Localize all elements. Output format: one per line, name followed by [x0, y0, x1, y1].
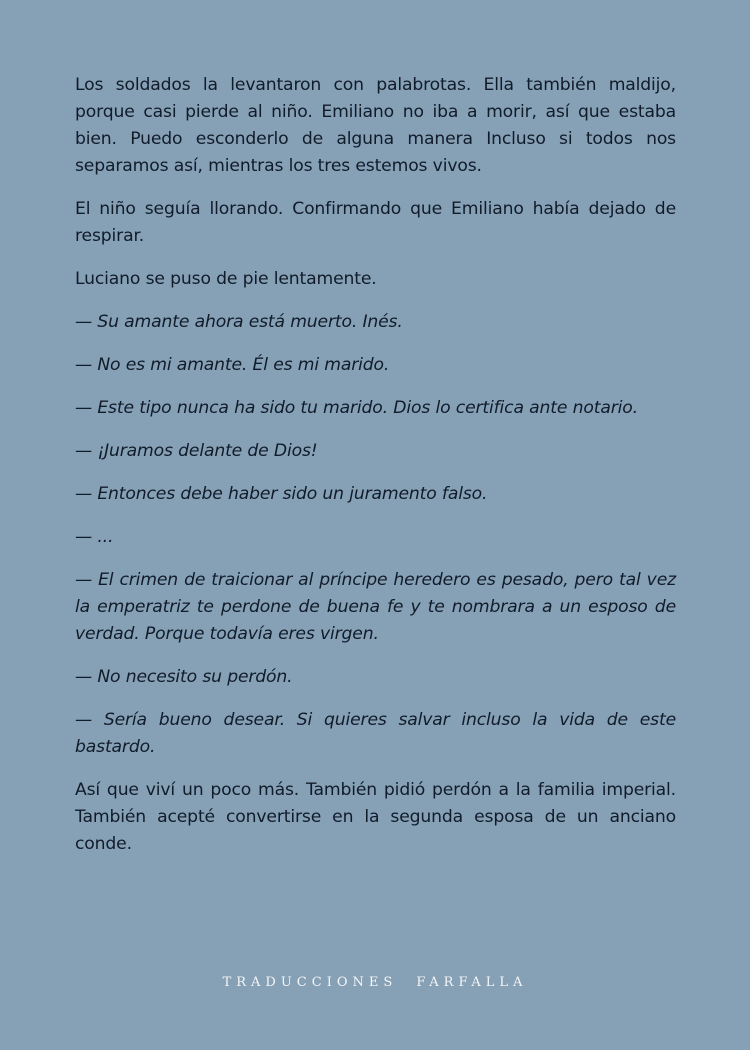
paragraph-dialogue: — ¡Juramos delante de Dios! [75, 441, 318, 461]
paragraph-dialogue: — No es mi amante. Él es mi marido. [75, 355, 390, 375]
paragraph-dialogue: — ... [75, 527, 114, 547]
paragraph-narration: El niño seguía llorando. Confirmando que Emiliano había dejado de respirar. [75, 199, 676, 246]
paragraph-dialogue: — Sería bueno desear. Si quieres salvar incluso la vida de este bastardo. [75, 710, 676, 757]
document-body [75, 72, 676, 874]
paragraph-dialogue: — El crimen de traicionar al príncipe heredero es pesado, pero tal vez la emperatriz te perdone de buena fe y te nombrara a un esposo de verdad. Porque todavía eres virgen. [75, 570, 676, 644]
paragraph-dialogue: — No necesito su perdón. [75, 667, 293, 687]
paragraph-narration: Los soldados la levantaron con palabrotas. Ella también maldijo, porque casi pierde al niño. Emiliano no iba a morir, así que estaba bien. Puedo esconderlo de alguna manera Incluso si todos nos separamos así, mientras los tres estemos vivos. [75, 75, 676, 176]
paragraph-narration: Así que viví un poco más. También pidió perdón a la familia imperial. También acepté convertirse en la segunda esposa de un anciano conde. [75, 780, 676, 854]
paragraph-narration: Luciano se puso de pie lentamente. [75, 269, 377, 289]
translator-credit: TRADUCCIONES FARFALLA [222, 975, 528, 990]
paragraph-dialogue: — Este tipo nunca ha sido tu marido. Dios lo certifica ante notario. [75, 398, 638, 418]
paragraph-dialogue: — Entonces debe haber sido un juramento falso. [75, 484, 488, 504]
paragraph-dialogue: — Su amante ahora está muerto. Inés. [75, 312, 403, 332]
